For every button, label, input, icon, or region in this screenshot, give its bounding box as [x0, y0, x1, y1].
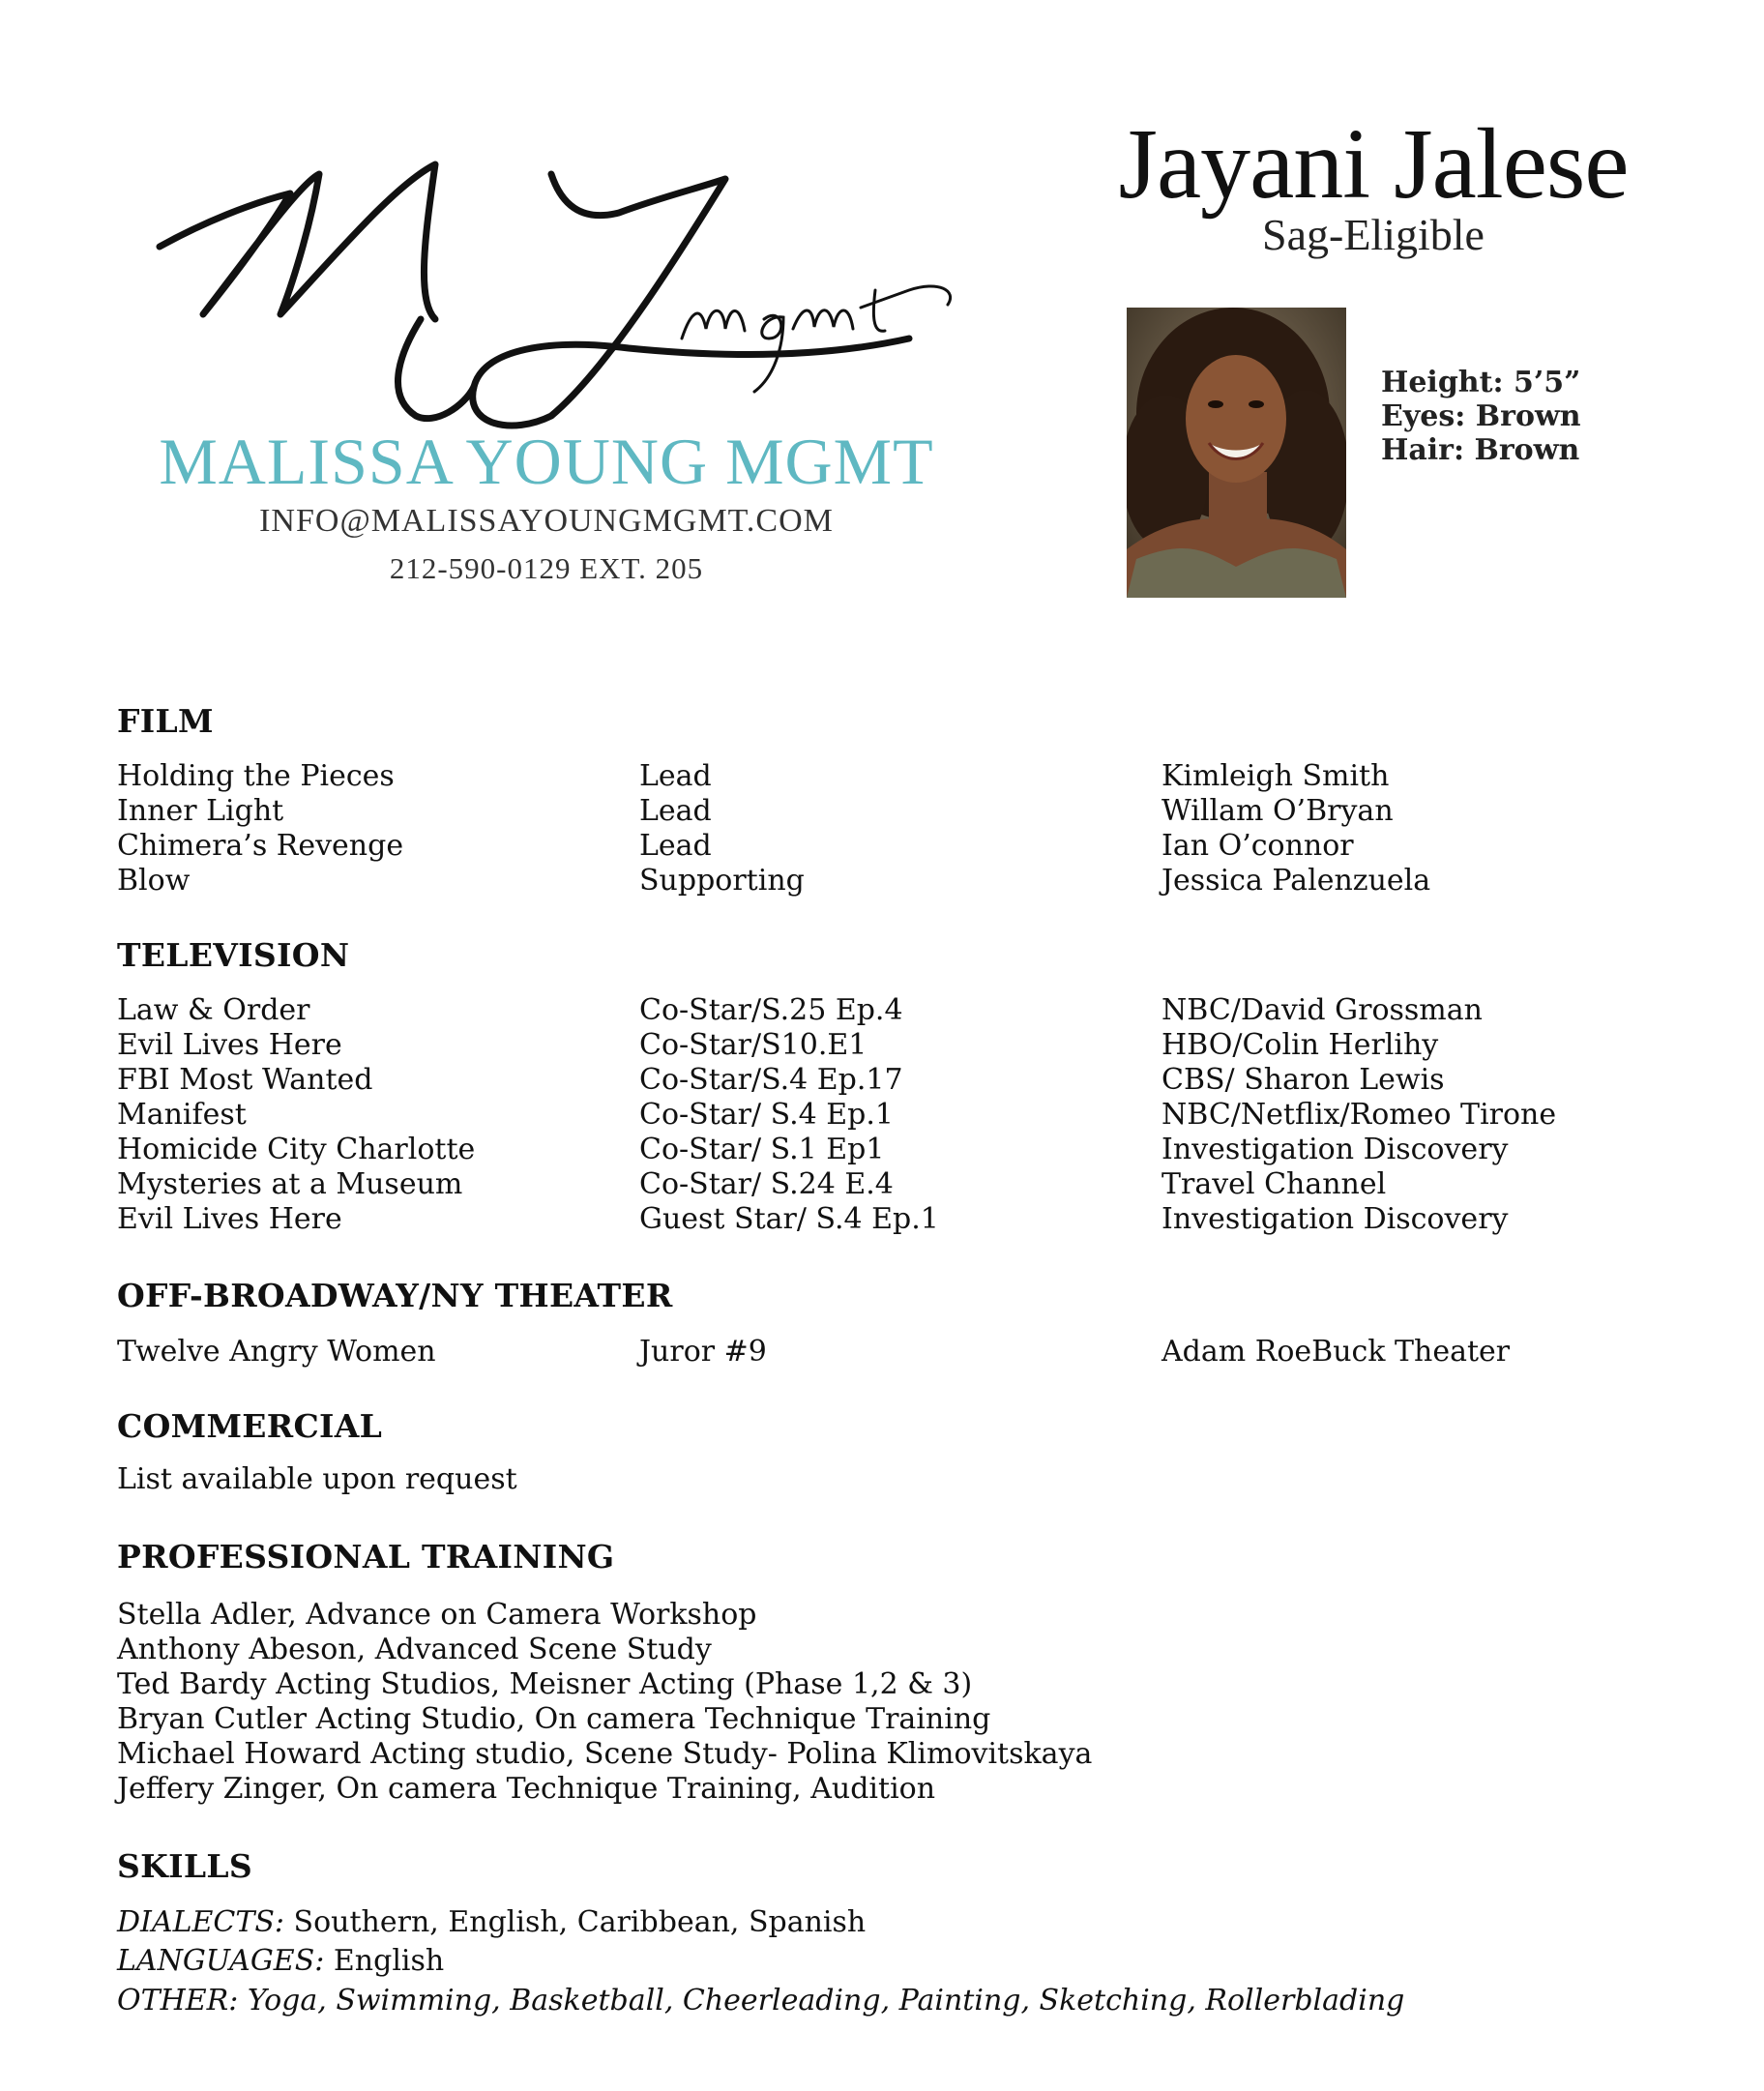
- credit-network: Travel Channel: [1161, 1167, 1387, 1201]
- television-row: [117, 1098, 1568, 1133]
- television-row: [117, 1133, 1568, 1167]
- credit-title: Blow: [117, 864, 191, 898]
- training-item: Ted Bardy Acting Studios, Meisner Acting (Phase 1,2 & 3): [117, 1667, 973, 1701]
- theater-heading: OFF-BROADWAY/NY THEATER: [117, 1277, 673, 1314]
- agency-monogram-logo: [145, 145, 967, 445]
- credit-title: Law & Order: [117, 993, 310, 1027]
- credit-role: Co-Star/ S.24 E.4: [639, 1167, 894, 1201]
- film-row: [117, 829, 1568, 864]
- credit-director: Jessica Palenzuela: [1161, 864, 1431, 898]
- credit-director: Ian O’connor: [1161, 829, 1354, 863]
- credit-network: CBS/ Sharon Lewis: [1161, 1063, 1445, 1097]
- credit-network: Investigation Discovery: [1161, 1133, 1509, 1166]
- training-item: Stella Adler, Advance on Camera Workshop: [117, 1598, 757, 1632]
- commercial-note: List available upon request: [117, 1462, 517, 1496]
- credit-title: Evil Lives Here: [117, 1202, 342, 1236]
- credit-role: Co-Star/ S.4 Ep.1: [639, 1098, 894, 1132]
- training-item: Michael Howard Acting studio, Scene Study- Polina Klimovitskaya: [117, 1737, 1093, 1771]
- hair-stat: Hair: Brown: [1381, 433, 1580, 467]
- credit-role: Co-Star/S.25 Ep.4: [639, 993, 903, 1027]
- dialects-label: DIALECTS:: [117, 1905, 285, 1939]
- dialects-line: [117, 1905, 866, 1940]
- languages-value: English: [324, 1944, 445, 1978]
- credit-title: Twelve Angry Women: [117, 1335, 436, 1369]
- credit-title: Homicide City Charlotte: [117, 1133, 476, 1166]
- credit-venue: Adam RoeBuck Theater: [1161, 1335, 1511, 1369]
- credit-network: NBC/David Grossman: [1161, 993, 1483, 1027]
- physical-stats: [1381, 366, 1581, 467]
- film-row: [117, 759, 1568, 794]
- credit-role: Lead: [639, 829, 712, 863]
- credit-role: Co-Star/S.4 Ep.17: [639, 1063, 903, 1097]
- credit-title: Evil Lives Here: [117, 1028, 342, 1062]
- credit-role: Supporting: [639, 864, 805, 898]
- union-status: Sag-Eligible: [1262, 210, 1485, 259]
- television-row: [117, 993, 1568, 1028]
- other-skills-line: OTHER: Yoga, Swimming, Basketball, Cheerleading, Painting, Sketching, Rollerblading: [117, 1984, 1405, 2017]
- eyes-stat: Eyes: Brown: [1381, 399, 1581, 433]
- television-heading: TELEVISION: [117, 936, 350, 974]
- height-stat: Height: 5’5”: [1381, 366, 1581, 399]
- credit-role: Lead: [639, 794, 712, 828]
- credit-role: Guest Star/ S.4 Ep.1: [639, 1202, 939, 1236]
- training-item: Anthony Abeson, Advanced Scene Study: [117, 1633, 712, 1666]
- credit-director: Kimleigh Smith: [1161, 759, 1390, 793]
- theater-row: [117, 1335, 1568, 1369]
- film-heading: FILM: [117, 702, 214, 740]
- agency-email: INFO@MALISSAYOUNGMGMT.COM: [259, 503, 834, 539]
- credit-network: HBO/Colin Herlihy: [1161, 1028, 1439, 1062]
- languages-label: LANGUAGES:: [117, 1944, 325, 1978]
- training-heading: PROFESSIONAL TRAINING: [117, 1538, 615, 1576]
- credit-role: Co-Star/ S.1 Ep1: [639, 1133, 885, 1166]
- training-item: Jeffery Zinger, On camera Technique Training, Audition: [117, 1772, 936, 1806]
- agency-name: MALISSA YOUNG MGMT: [159, 425, 934, 498]
- credit-role: Lead: [639, 759, 712, 793]
- dialects-value: Southern, English, Caribbean, Spanish: [284, 1905, 867, 1939]
- headshot-photo: [1127, 308, 1346, 598]
- credit-director: Willam O’Bryan: [1161, 794, 1394, 828]
- credit-network: Investigation Discovery: [1161, 1202, 1509, 1236]
- agency-phone: 212-590-0129 EXT. 205: [389, 551, 704, 585]
- television-row: [117, 1028, 1568, 1063]
- film-row: [117, 864, 1568, 898]
- skills-heading: SKILLS: [117, 1847, 252, 1885]
- commercial-heading: COMMERCIAL: [117, 1407, 383, 1445]
- credit-role: Juror #9: [639, 1335, 767, 1369]
- credit-role: Co-Star/S10.E1: [639, 1028, 867, 1062]
- credit-title: Manifest: [117, 1098, 247, 1132]
- credit-title: Mysteries at a Museum: [117, 1167, 463, 1201]
- credit-title: Inner Light: [117, 794, 284, 828]
- film-row: [117, 794, 1568, 829]
- languages-line: [117, 1944, 444, 1979]
- actor-name: Jayani Jalese: [1118, 108, 1629, 220]
- training-item: Bryan Cutler Acting Studio, On camera Technique Training: [117, 1702, 991, 1736]
- credit-network: NBC/Netflix/Romeo Tirone: [1161, 1098, 1557, 1132]
- television-row: [117, 1063, 1568, 1098]
- credit-title: Holding the Pieces: [117, 759, 395, 793]
- television-row: [117, 1202, 1568, 1237]
- credit-title: FBI Most Wanted: [117, 1063, 373, 1097]
- credit-title: Chimera’s Revenge: [117, 829, 404, 863]
- television-row: [117, 1167, 1568, 1202]
